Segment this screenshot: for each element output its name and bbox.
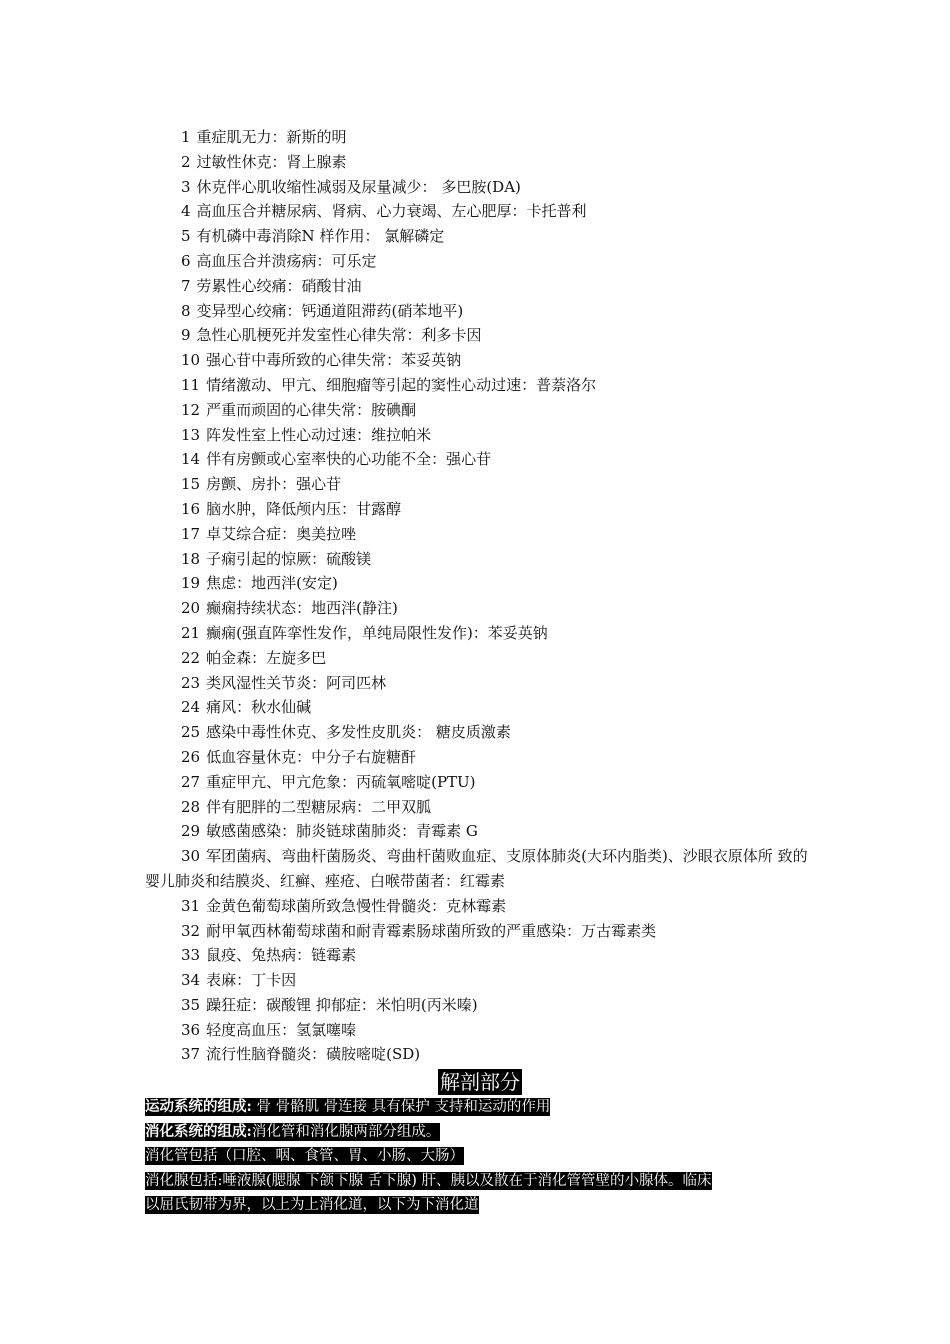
item-text: 躁狂症：碳酸锂 抑郁症：米怕明(丙米嗪)	[206, 995, 478, 1014]
section-line	[145, 1095, 815, 1120]
item-number: 11	[181, 375, 201, 394]
list-item	[145, 522, 815, 547]
list-item	[145, 671, 815, 696]
highlighted-text	[145, 1147, 464, 1165]
item-text: 休克伴心肌收缩性减弱及尿量减少： 多巴胺(DA)	[196, 177, 521, 196]
list-item	[145, 770, 815, 795]
item-number: 5	[181, 227, 191, 246]
list-item	[145, 571, 815, 596]
item-text: 子痫引起的惊厥：硫酸镁	[206, 549, 372, 568]
list-item	[145, 199, 815, 224]
list-item	[145, 1018, 815, 1043]
list-item	[145, 175, 815, 200]
item-number: 3	[181, 177, 191, 196]
item-number: 33	[181, 946, 201, 965]
item-number: 28	[181, 797, 201, 816]
item-number: 18	[181, 549, 201, 568]
list-item	[145, 819, 815, 844]
section-line	[145, 1193, 815, 1218]
section-line	[145, 1144, 815, 1169]
list-item	[145, 497, 815, 522]
item-text: 脑水肿，降低颅内压：甘露醇	[206, 499, 402, 518]
list-item	[145, 299, 815, 324]
list-item	[145, 968, 815, 993]
item-text: 痛风：秋水仙碱	[206, 698, 312, 717]
item-number: 9	[181, 326, 191, 345]
list-item	[145, 943, 815, 968]
item-number: 1	[181, 128, 191, 146]
item-text: 有机磷中毒消除N 样作用： 氯解磷定	[196, 227, 445, 246]
item-number: 20	[181, 599, 201, 618]
item-number: 31	[181, 896, 201, 915]
item-text: 耐甲氧西林葡萄球菌和耐青霉素肠球菌所致的严重感染：万古霉素类	[206, 921, 657, 940]
list-item	[145, 844, 815, 894]
list-item	[145, 423, 815, 448]
item-number: 13	[181, 425, 201, 444]
item-text: 轻度高血压：氢氯噻嗪	[206, 1020, 357, 1039]
list-item	[145, 695, 815, 720]
list-item	[145, 1042, 815, 1067]
item-number: 19	[181, 574, 201, 593]
list-item	[145, 621, 815, 646]
item-number: 34	[181, 971, 201, 990]
section-title: 解剖部分	[440, 1070, 520, 1094]
item-text: 低血容量休克：中分子右旋糖酐	[206, 747, 417, 766]
item-text: 感染中毒性休克、多发性皮肌炎： 糖皮质激素	[206, 723, 511, 742]
item-text: 敏感菌感染：肺炎链球菌肺炎：青霉素 G	[206, 822, 478, 841]
item-text: 变异型心绞痛：钙通道阻滞药(硝苯地平)	[196, 301, 464, 320]
item-text: 伴有房颤或心室率快的心功能不全：强心苷	[206, 450, 492, 469]
list-item	[145, 596, 815, 621]
item-text: 流行性脑脊髓炎：磺胺嘧啶(SD)	[206, 1045, 421, 1064]
item-text: 类风湿性关节炎：阿司匹林	[206, 673, 387, 692]
anatomy-section	[145, 1069, 815, 1218]
item-number: 36	[181, 1020, 201, 1039]
list-item	[145, 348, 815, 373]
item-number: 10	[181, 351, 201, 370]
list-item	[145, 894, 815, 919]
section-lines	[145, 1095, 815, 1218]
item-text: 劳累性心绞痛：硝酸甘油	[196, 276, 362, 295]
item-text: 强心苷中毒所致的心律失常：苯妥英钠	[206, 351, 462, 370]
list-item	[145, 398, 815, 423]
list-item	[145, 125, 815, 150]
item-number: 6	[181, 251, 191, 270]
item-text: 焦虑：地西泮(安定)	[206, 574, 338, 593]
highlighted-text	[145, 1172, 712, 1190]
item-number: 12	[181, 400, 201, 419]
item-text: 癫痫持续状态：地西泮(静注)	[206, 599, 398, 618]
list-item	[145, 224, 815, 249]
item-number: 29	[181, 822, 201, 841]
item-number: 30	[181, 847, 201, 866]
item-number: 8	[181, 301, 191, 320]
list-item	[145, 745, 815, 770]
item-number: 32	[181, 921, 201, 940]
highlighted-text	[145, 1196, 479, 1214]
item-text: 重症甲亢、甲亢危象：丙硫氧嘧啶(PTU)	[206, 772, 476, 791]
section-line	[145, 1120, 815, 1145]
item-text: 严重而顽固的心律失常：胺碘酮	[206, 400, 417, 419]
item-text: 表麻：丁卡因	[206, 971, 297, 990]
highlighted-text	[145, 1123, 440, 1141]
list-item	[145, 720, 815, 745]
item-number: 22	[181, 648, 201, 667]
item-number: 17	[181, 524, 201, 543]
item-number: 26	[181, 747, 201, 766]
highlighted-text	[145, 1098, 550, 1116]
item-text: 伴有肥胖的二型糖尿病：二甲双胍	[206, 797, 432, 816]
list-item	[145, 249, 815, 274]
item-number: 24	[181, 698, 201, 717]
section-line	[145, 1169, 815, 1194]
list-item	[145, 993, 815, 1018]
item-text: 卓艾综合症：奥美拉唑	[206, 524, 357, 543]
item-text: 鼠疫、兔热病：链霉素	[206, 946, 357, 965]
line-text: 消化管包括（口腔、咽、食管、胃、小肠、大肠）	[145, 1148, 464, 1164]
item-number: 16	[181, 499, 201, 518]
item-text: 阵发性室上性心动过速：维拉帕米	[206, 425, 432, 444]
line-text: 消化腺包括:唾液腺(腮腺 下颌下腺 舌下腺) 肝、胰以及散在于消化管管壁的小腺体。临床	[145, 1172, 712, 1189]
item-number: 23	[181, 673, 201, 692]
line-text: 骨 骨骼肌 骨连接 具有保护 支持和运动的作用	[251, 1099, 551, 1115]
drug-indication-list	[145, 125, 815, 1067]
item-number: 14	[181, 450, 201, 469]
item-text: 帕金森：左旋多巴	[206, 648, 327, 667]
list-item	[145, 547, 815, 572]
section-title-row	[145, 1069, 815, 1095]
item-number: 7	[181, 276, 191, 295]
item-text: 房颤、房扑：强心苷	[206, 475, 342, 494]
list-item	[145, 919, 815, 944]
item-text: 情绪激动、甲亢、细胞瘤等引起的窦性心动过速：普萘洛尔	[206, 375, 597, 394]
item-number: 2	[181, 152, 191, 171]
list-item	[145, 150, 815, 175]
line-text: 以屈氏韧带为界，以上为上消化道，以下为下消化道	[145, 1197, 479, 1213]
item-number: 15	[181, 475, 201, 494]
list-item	[145, 447, 815, 472]
item-text: 高血压合并溃疡病：可乐定	[196, 251, 377, 270]
line-heading: 消化系统的组成:	[145, 1122, 252, 1140]
item-text: 军团菌病、弯曲杆菌肠炎、弯曲杆菌败血症、支原体肺炎(大环内脂类)、沙眼衣原体所 致的婴儿肺炎和结膜炎、红癣、痤疮、白喉带菌者：红霉素	[145, 847, 808, 890]
item-text: 金黄色葡萄球菌所致急慢性骨髓炎：克林霉素	[206, 896, 507, 915]
item-number: 27	[181, 772, 201, 791]
list-item	[145, 795, 815, 820]
list-item	[145, 323, 815, 348]
item-text: 癫痫(强直阵挛性发作，单纯局限性发作)：苯妥英钠	[206, 623, 548, 642]
list-item	[145, 274, 815, 299]
item-number: 4	[181, 202, 191, 221]
list-item	[145, 472, 815, 497]
item-number: 25	[181, 723, 201, 742]
line-text: 消化管和消化腺两部分组成。	[251, 1123, 441, 1140]
item-number: 37	[181, 1045, 201, 1064]
list-item	[145, 646, 815, 671]
item-text: 过敏性休克：肾上腺素	[196, 152, 347, 171]
line-heading: 运动系统的组成:	[145, 1098, 252, 1115]
item-text: 高血压合并糖尿病、肾病、心力衰竭、左心肥厚：卡托普利	[196, 202, 587, 221]
item-number: 21	[181, 623, 201, 642]
list-item	[145, 373, 815, 398]
item-text: 急性心肌梗死并发室性心律失常：利多卡因	[196, 326, 482, 345]
item-number: 35	[181, 995, 201, 1014]
item-text: 重症肌无力：新斯的明	[196, 128, 347, 146]
